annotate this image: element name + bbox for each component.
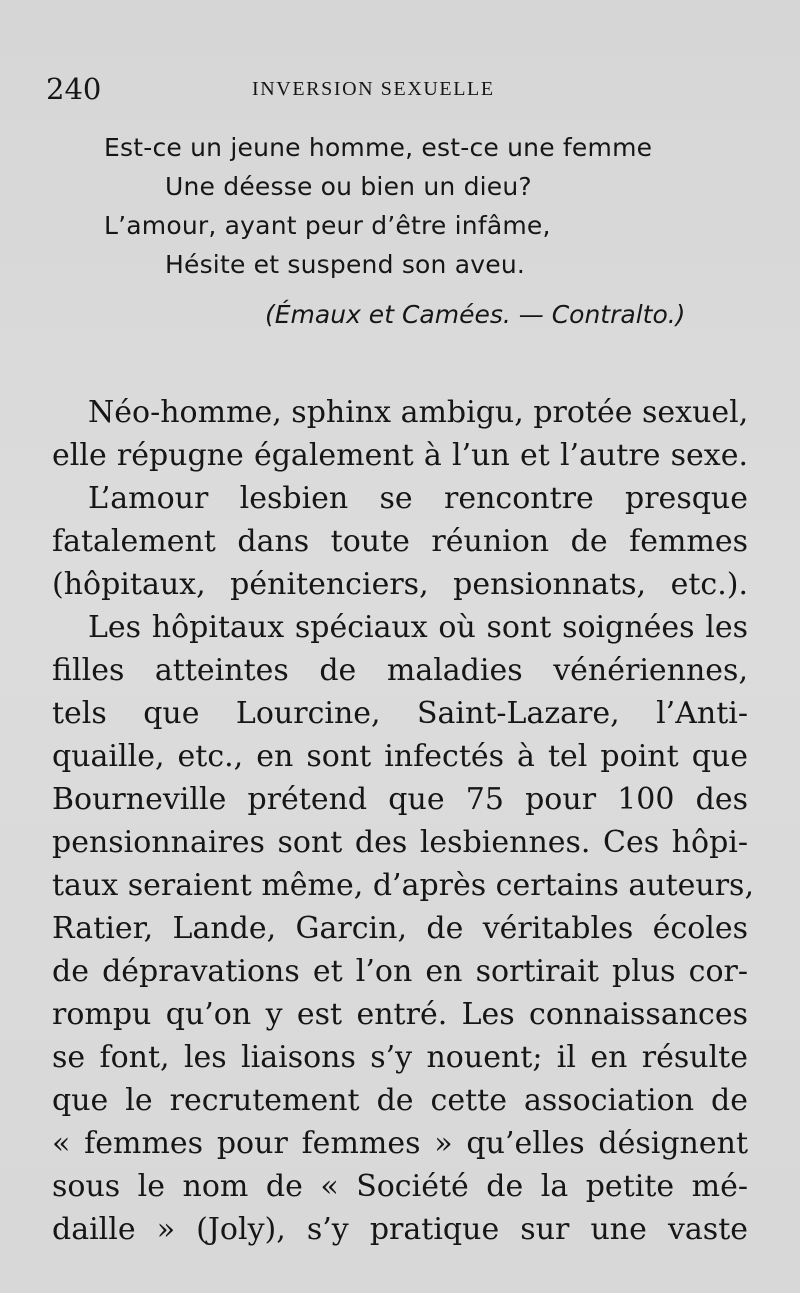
poem-line: L’amour, ayant peur d’être infâme, [104,211,551,240]
text-line: taux seraient même, d’après certains auteurs, [52,868,754,903]
text-line: filles atteintes de maladies vénériennes, [52,653,748,688]
text-line: tels que Lourcine, Saint-Lazare, l’Anti- [52,696,748,731]
poem-line: Hésite et suspend son aveu. [165,250,526,279]
page-header [46,72,746,108]
text-line: se font, les liaisons s’y nouent; il en résulte [52,1040,748,1075]
text-line: rompu qu’on y est entré. Les connaissances [52,997,748,1032]
text-line: quaille, etc., en sont infectés à tel point que [52,739,748,774]
text-line: que le recrutement de cette association de [52,1083,748,1118]
text-line: daille » (Joly), s’y pratique sur une vaste [52,1212,748,1247]
text-line: (hôpitaux, pénitenciers, pensionnats, etc.). [52,567,748,602]
text-line: pensionnaires sont des lesbiennes. Ces hôpi- [52,825,748,860]
poem-attribution: (Émaux et Camées. — Contralto.) [265,300,686,329]
text-line: elle répugne également à l’un et l’autre sexe. [52,438,748,473]
text-line: fatalement dans toute réunion de femmes [52,524,748,559]
text-line: sous le nom de « Société de la petite mé- [52,1169,748,1204]
text-line: de dépravations et l’on en sortirait plus cor- [52,954,748,989]
text-line: Les hôpitaux spéciaux où sont soignées les [88,610,748,645]
text-line: Ratier, Lande, Garcin, de véritables écoles [52,911,748,946]
text-line: Néo-homme, sphinx ambigu, protée sexuel, [88,395,749,430]
poem-line: Une déesse ou bien un dieu? [165,172,532,201]
running-title: INVERSION SEXUELLE [252,78,495,100]
poem-line: Est-ce un jeune homme, est-ce une femme [104,133,653,162]
text-line: L’amour lesbien se rencontre presque [88,481,748,516]
page-number: 240 [46,72,102,106]
text-line: « femmes pour femmes » qu’elles désignent [52,1126,748,1161]
text-line: Bourneville prétend que 75 pour 100 des [52,782,748,817]
